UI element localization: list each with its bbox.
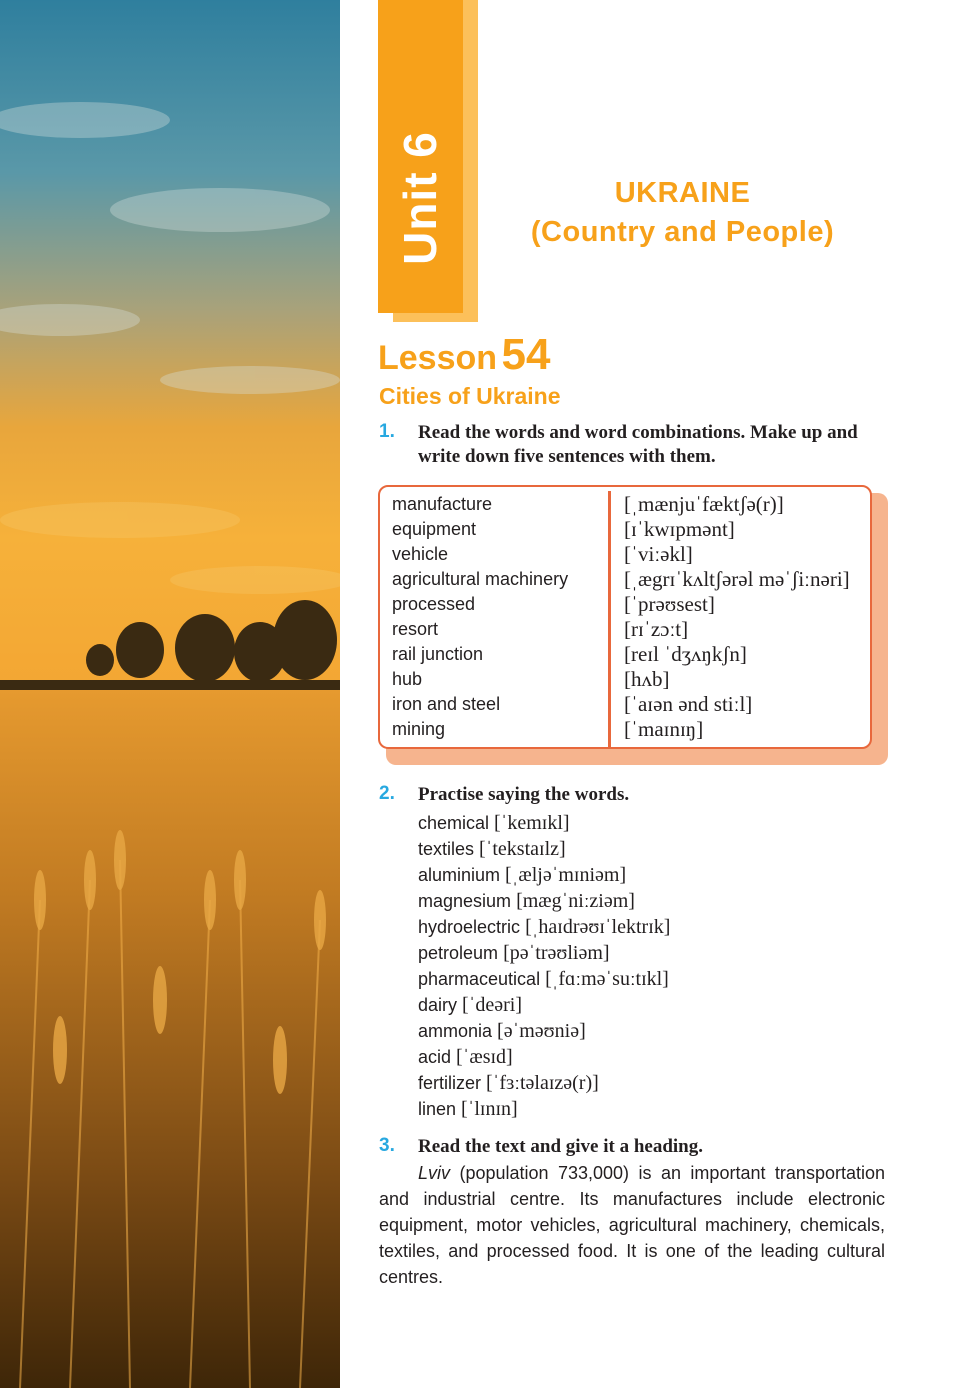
vocab-transcription: [ˈmaɪnɪŋ] (624, 717, 704, 741)
list-item: hydroelectric [ˌhaɪdrəʊɪˈlektrɪk] (418, 916, 671, 938)
lesson-subtitle: Cities of Ukraine (379, 383, 561, 409)
vocabulary-transcriptions (624, 492, 850, 742)
vocab-transcription: [ˈviːəkl] (624, 542, 693, 566)
vocab-transcription: [ˈaɪən ənd stiːl] (624, 692, 753, 716)
list-item: dairy [ˈdeəri] (418, 994, 522, 1016)
lesson-number: 54 (501, 330, 551, 379)
reading-text (379, 1160, 885, 1290)
list-item: pharmaceutical [ˌfɑːməˈsuːtɪkl] (418, 968, 669, 990)
task-3-number: 3. (379, 1135, 395, 1156)
vocab-transcription: [ˌægrɪˈkʌltʃərəl məˈʃiːnəri] (624, 567, 850, 591)
task-1-instruction: Read the words and word combinations. Make up and write down five sentences with them. (418, 422, 858, 467)
vocab-word: resort (392, 619, 439, 639)
vocab-transcription: [reɪl ˈdʒʌŋkʃn] (624, 642, 747, 666)
vocab-word: processed (392, 594, 476, 614)
vocab-word: equipment (392, 519, 477, 539)
unit-label: Unit 6 (394, 131, 446, 265)
lesson-heading (378, 330, 550, 380)
list-item: ammonia [əˈməʊniə] (418, 1020, 586, 1042)
list-item: magnesium [mægˈniːziəm] (418, 890, 635, 912)
list-item: fertilizer [ˈfɜːtəlaɪzə(r)] (418, 1072, 599, 1094)
vocabulary-divider (608, 491, 611, 749)
lesson-word: Lesson (378, 339, 498, 377)
list-item: petroleum [pəˈtrəʊliəm] (418, 942, 610, 964)
task-3-instruction: Read the text and give it a heading. (418, 1136, 703, 1157)
vocab-transcription: [ˌmænjuˈfæktʃə(r)] (624, 492, 784, 516)
list-item: aluminium [ˌæljəˈmɪniəm] (418, 864, 627, 886)
unit-title (495, 174, 870, 252)
vocab-word: vehicle (392, 544, 449, 564)
reading-body: (population 733,000) is an important transportation and industrial centre. Its manufactures include electronic equipment, motor vehicles, agricultural machinery, chemicals, textiles, and processed food. It is one of the leading cultural centres. (379, 1163, 885, 1287)
vocab-word: agricultural machinery (392, 569, 569, 589)
vocab-transcription: [hʌb] (624, 667, 670, 691)
list-item: textiles [ˈtekstaɪlz] (418, 838, 566, 860)
task-2-number: 2. (379, 783, 395, 804)
vocab-transcription: [ɪˈkwɪpmənt] (624, 517, 735, 541)
task-2-instruction: Practise saying the words. (418, 784, 630, 805)
unit-title-line1: UKRAINE (614, 177, 751, 209)
list-item: chemical [ˈkemɪkl] (418, 812, 570, 834)
practice-word-list (418, 810, 670, 1122)
reading-city: Lviv (418, 1163, 451, 1183)
task-1-number: 1. (379, 421, 395, 442)
vocab-word: hub (392, 669, 423, 689)
vocab-word: iron and steel (392, 694, 501, 714)
vocab-word: rail junction (392, 644, 484, 664)
vocabulary-words (392, 492, 568, 742)
vocab-word: mining (392, 719, 446, 739)
vocab-word: manufacture (392, 494, 493, 514)
unit-title-line2: (Country and People) (530, 216, 835, 248)
wheat-field-photo (0, 0, 340, 1388)
vocab-transcription: [ˈprəʊsest] (624, 592, 715, 616)
list-item: acid [ˈæsɪd] (418, 1046, 513, 1068)
list-item: linen [ˈlɪnɪn] (418, 1098, 518, 1120)
vocab-transcription: [rɪˈzɔːt] (624, 617, 689, 641)
